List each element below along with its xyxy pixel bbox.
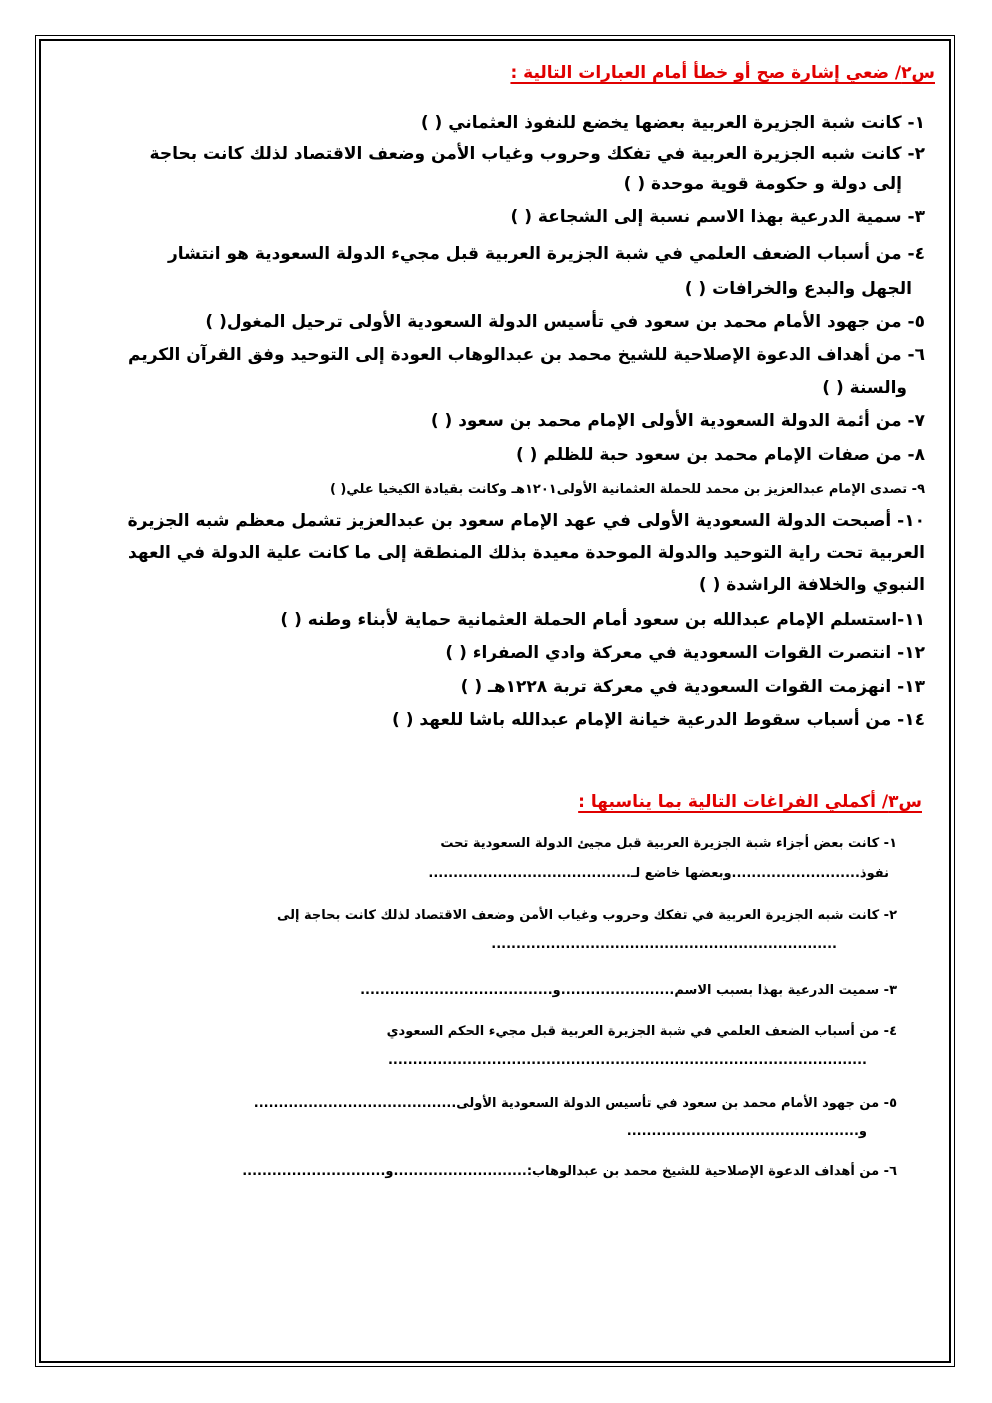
q3-line-6: ٤- من أسباب الضعف العلمي في شبة الجزيرة العربية قبل مجيء الحكم السعودي — [386, 1024, 897, 1039]
q2-line-2: ٢- كانت شبه الجزيرة العربية في تفكك وحروب وغياب الأمن وضعف الاقتصاد لذلك كانت بحاجة — [149, 144, 925, 164]
q3-line-8: ٥- من جهود الأمام محمد بن سعود في تأسيس الدولة السعودية الأولى......................................... — [253, 1096, 897, 1111]
q2-line-17: ١٢- انتصرت القوات السعودية في معركة وادي الصفراء ( ) — [445, 643, 925, 663]
q2-line-12: ٩- تصدى الإمام عبدالعزيز بن محمد للحملة العثمانية الأولى١٢٠١هـ وكانت بقيادة الكيخيا علي( ) — [329, 482, 925, 497]
q3-heading: س٣/ أكملي الفراغات التالية بما يناسبها : — [578, 792, 922, 812]
q3-line-4: ...................................................................... — [491, 937, 837, 952]
q2-line-10: ٧- من أئمة الدولة السعودية الأولى الإمام محمد بن سعود ( ) — [430, 411, 925, 431]
q2-line-16: ١١-استسلم الإمام عبدالله بن سعود أمام الحملة العثمانية حماية لأبناء وطنه ( ) — [280, 610, 925, 630]
q2-line-1: ١- كانت شبة الجزيرة العربية بعضها يخضع للنفوذ العثماني ( ) — [420, 113, 925, 133]
q2-line-5: ٤- من أسباب الضعف العلمي في شبة الجزيرة العربية قبل مجيء الدولة السعودية هو انتشار — [167, 244, 925, 264]
q2-line-11: ٨- من صفات الإمام محمد بن سعود حبة للظلم ( ) — [515, 445, 925, 465]
q3-line-2: نفوذ..........................وبعضها خاضع لـ......................................... — [428, 866, 889, 881]
q2-line-4: ٣- سمية الدرعية بهذا الاسم نسبة إلى الشجاعة ( ) — [510, 207, 925, 227]
q2-line-19: ١٤- من أسباب سقوط الدرعية خيانة الإمام عبدالله باشا للعهد ( ) — [392, 710, 925, 730]
q2-line-7: ٥- من جهود الأمام محمد بن سعود في تأسيس الدولة السعودية الأولى ترحيل المغول( ) — [205, 312, 925, 332]
q2-heading: س٢/ ضعي إشارة صح أو خطأ أمام العبارات التالية : — [510, 63, 935, 83]
q2-line-14: العربية تحت راية التوحيد والدولة الموحدة معيدة بذلك المنطقة إلى ما كانت علية الدولة في العهد — [128, 543, 925, 563]
q3-line-10: ٦- من أهداف الدعوة الإصلاحية للشيخ محمد بن عبدالوهاب:...........................و............................. — [242, 1164, 897, 1179]
q3-line-5: ٣- سميت الدرعية بهذا بسبب الاسم.......................و....................................... — [360, 983, 897, 998]
q3-line-3: ٢- كانت شبه الجزيرة العربية في تفكك وحروب وغياب الأمن وضعف الاقتصاد لذلك كانت بحاجة إلى — [276, 908, 897, 923]
q3-line-9: و............................................... — [626, 1124, 867, 1139]
q2-line-6: الجهل والبدع والخرافات ( ) — [684, 279, 912, 299]
q2-line-13: ١٠- أصبحت الدولة السعودية الأولى في عهد الإمام سعود بن عبدالعزيز تشمل معظم شبه الجزيرة — [127, 511, 925, 531]
q2-line-3: إلى دولة و حكومة قوية موحدة ( ) — [623, 174, 902, 194]
q3-line-7: ................................................................................................. — [387, 1053, 867, 1068]
q2-line-18: ١٣- انهزمت القوات السعودية في معركة تربة ١٢٢٨هـ ( ) — [460, 677, 925, 697]
q3-line-1: ١- كانت بعض أجزاء شبة الجزيرة العربية قبل مجيئ الدولة السعودية تحت — [440, 836, 897, 851]
q2-line-15: النبوي والخلافة الراشدة ( ) — [698, 575, 925, 595]
q2-line-9: والسنة ( ) — [822, 378, 907, 398]
q2-line-8: ٦- من أهداف الدعوة الإصلاحية للشيخ محمد بن عبدالوهاب العودة إلى التوحيد وفق القرآن الكريم — [128, 345, 925, 365]
